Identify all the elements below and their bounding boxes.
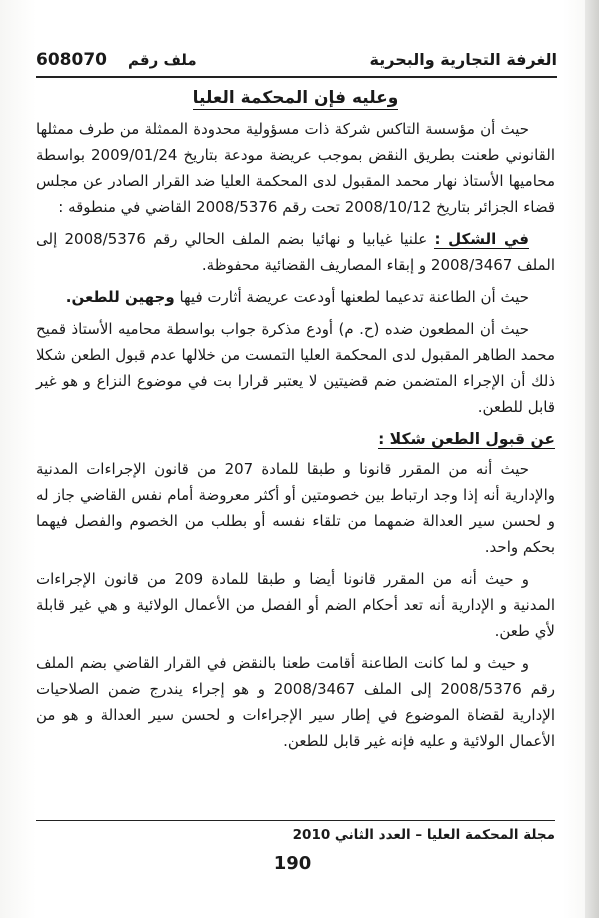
paragraph-respondent-reply: حيث أن المطعون ضده (ح. م) أودع مذكرة جواب بواسطة محاميه الأستاذ قميح محمد الطاهر المقبول لدى المحكمة العليا التمست من خلالها عدم قبول الطعن شكلا ذلك أن الإجراء المتضمن ضم قضيتين لا يعتبر قرارا بت في موضوع النزاع و هو غير قابل للطعن. <box>36 320 555 416</box>
page-footer <box>36 820 555 843</box>
book-spine-shadow <box>585 0 599 918</box>
journal-title: مجلة المحكمة العليا – العدد الثاني 2010 <box>292 827 555 843</box>
admissibility-heading-text: عن قبول الطعن شكلا : <box>378 430 555 448</box>
file-number-label: ملف رقم <box>128 51 197 69</box>
paragraph-appeal-filing: حيث أن مؤسسة التاكس شركة ذات مسؤولية محدودة الممثلة من طرف ممثلها القانوني طعنت بطريق النقض بموجب عريضة مودعة بتاريخ 2009/01/24 بواسطة محاميها الأستاذ نهار محمد المقبول لدى المحكمة العليا ضد القرار الصادر عن مجلس قضاء الجزائر بتاريخ 2008/10/12 تحت رقم 2008/5376 القاضي في منطوقه : <box>36 120 555 216</box>
paragraph-article-207: حيث أنه من المقرر قانونا و طبقا للمادة 207 من قانون الإجراءات المدنية والإدارية أنه إذا وجد ارتباط بين خصومتين أو أكثر معروضة أمام نفس القاضي جاز له و لحسن سير العدالة ضمهما من تلقاء نفسه أو بطلب من الخصوم والفصل فيهما بحكم واحد. <box>36 460 555 556</box>
section-title <box>36 84 555 112</box>
section-title-text: وعليه فإن المحكمة العليا <box>192 88 399 108</box>
page-header <box>36 50 557 78</box>
paragraph-ruling-form <box>36 226 555 278</box>
chamber-name: الغرفة التجارية والبحرية <box>369 50 557 69</box>
file-number: 608070 <box>36 50 107 70</box>
admissibility-heading <box>36 426 555 452</box>
paragraph-conclusion: و حيث و لما كانت الطاعنة أقامت طعنا بالنقض في القرار القاضي بضم الملف رقم 2008/5376 إلى الملف 2008/3467 و هو إجراء يندرج ضمن الصلاحيات الإدارية لقضاة الموضوع في إطار سير الإجراءات و لحسن سير العدالة و هو من الأعمال الولائية و عليه فإنه غير قابل للطعن. <box>36 654 555 750</box>
paragraph-article-209: و حيث أنه من المقرر قانونا أيضا و طبقا للمادة 209 من قانون الإجراءات المدنية و الإدارية أنه تعد أحكام الضم أو الفصل من الأعمال الولائية و هي غير قابلة لأي طعن. <box>36 570 555 640</box>
grounds-body: حيث أن الطاعنة تدعيما لطعنها أودعت عريضة أثارت فيها <box>174 288 529 306</box>
ruling-form-lead: في الشكل : <box>434 230 529 248</box>
paragraph-grounds <box>36 284 555 310</box>
document-body <box>36 84 555 760</box>
ruling-form-body: علنيا غيابيا و نهائيا بضم الملف الحالي رقم 2008/5376 إلى الملف 2008/3467 و إبقاء المصاريف القضائية محفوظة. <box>36 230 555 274</box>
page-number: 190 <box>273 853 312 874</box>
grounds-bold: وجهين للطعن. <box>65 288 175 306</box>
